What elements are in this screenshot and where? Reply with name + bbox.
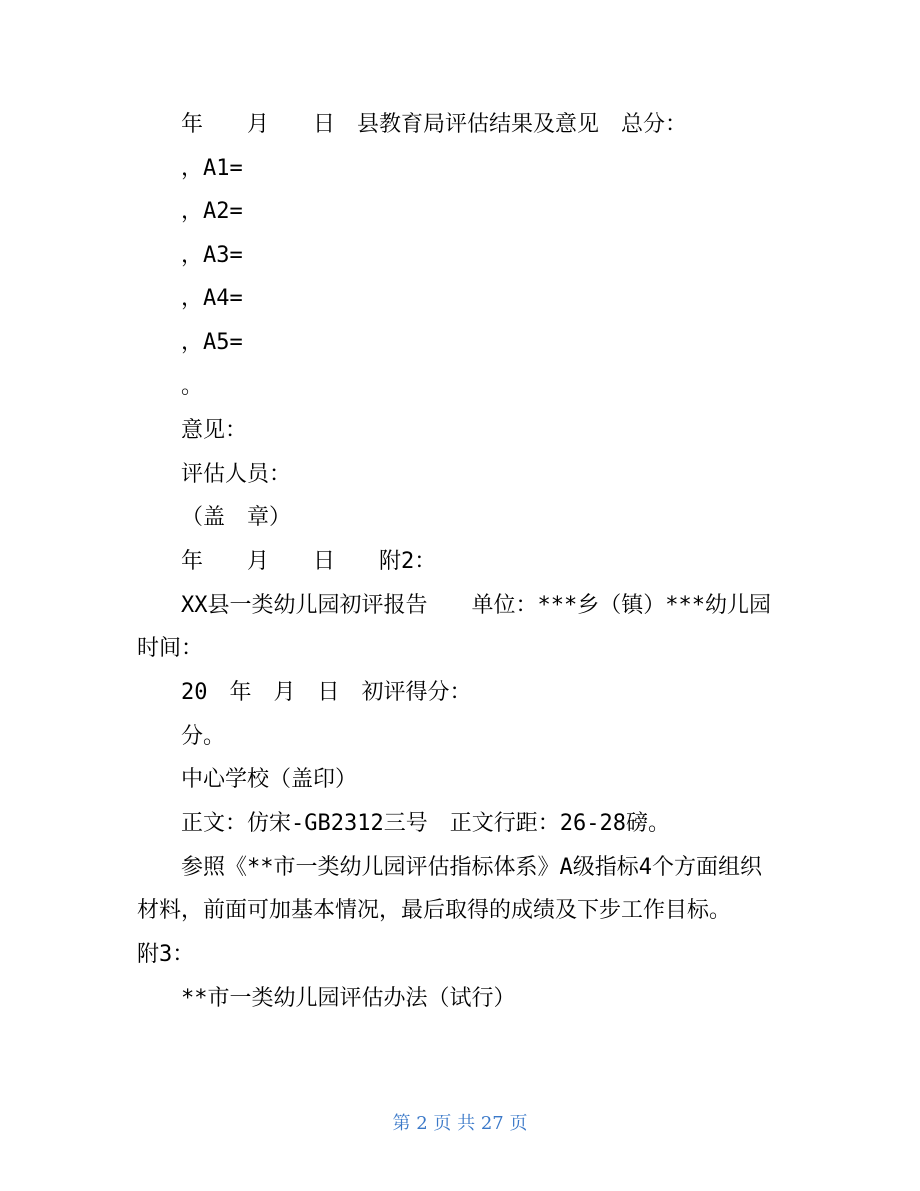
initial-score-line: 20 年 月 日 初评得分： bbox=[181, 680, 472, 705]
date-appendix2-line: 年 月 日 附2： bbox=[181, 549, 437, 574]
opinion-label: 意见： bbox=[181, 418, 248, 443]
reference-line-1: 参照《**市一类幼儿园评估指标体系》A级指标4个方面组织 bbox=[181, 855, 762, 880]
score-a2-line: ，A2= bbox=[181, 199, 243, 224]
central-school-seal-line: 中心学校（盖印） bbox=[181, 767, 358, 792]
seal-label: （盖 章） bbox=[181, 505, 292, 530]
score-a3-line: ，A3= bbox=[181, 243, 243, 268]
body-format-line: 正文：仿宋-GB2312三号 正文行距：26-28磅。 bbox=[181, 811, 670, 836]
assessment-method-title: **市一类幼儿园评估办法（试行） bbox=[181, 986, 516, 1011]
score-a1-line: ，A1= bbox=[181, 156, 243, 181]
appendix3-label: 附3： bbox=[137, 942, 195, 967]
assessment-result-heading: 年 月 日 县教育局评估结果及意见 总分： bbox=[181, 112, 688, 137]
time-label: 时间： bbox=[137, 636, 204, 661]
report-title-line: XX县一类幼儿园初评报告 单位：***乡（镇）***幼儿园 bbox=[181, 593, 771, 618]
score-unit-line: 分。 bbox=[181, 724, 226, 749]
period-line: 。 bbox=[181, 374, 204, 399]
score-a5-line: ，A5= bbox=[181, 330, 243, 355]
page-number-footer: 第 2 页 共 27 页 bbox=[392, 1113, 528, 1134]
score-a4-line: ，A4= bbox=[181, 286, 243, 311]
reference-line-2: 材料，前面可加基本情况，最后取得的成绩及下步工作目标。 bbox=[137, 898, 732, 923]
assessor-label: 评估人员： bbox=[181, 462, 292, 487]
